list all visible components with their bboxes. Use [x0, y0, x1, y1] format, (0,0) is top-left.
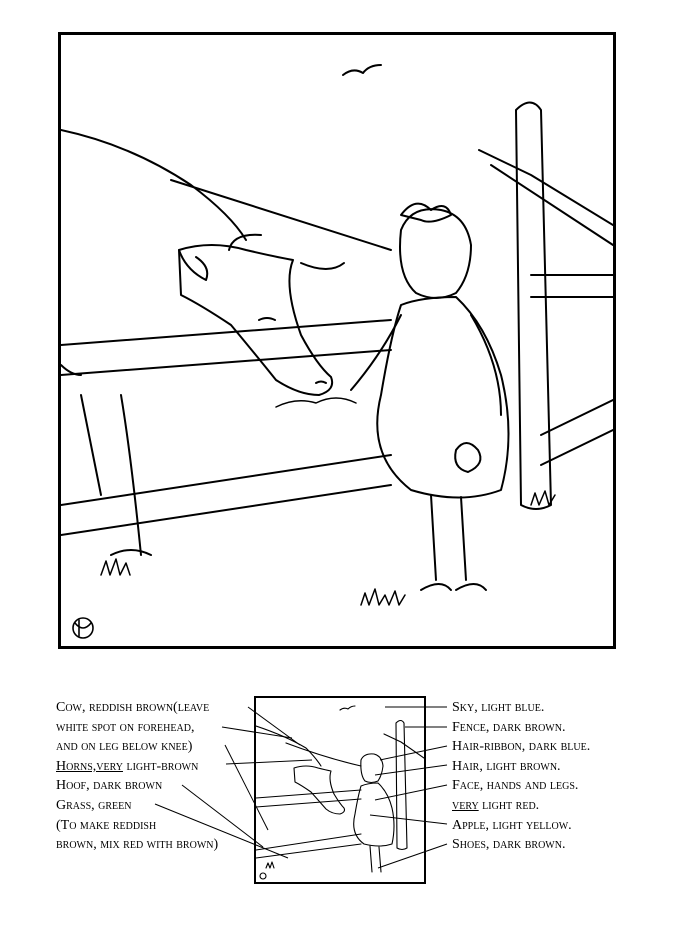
girl-legs: [370, 846, 381, 872]
cow-eye: [259, 318, 275, 320]
fence-rail-top: [61, 320, 391, 375]
girl-dress: [377, 297, 508, 498]
key-line: Apple, light yellow.: [452, 817, 572, 833]
key-line: [56, 757, 218, 777]
thumbnail-drawing: [256, 698, 424, 882]
color-key-left: [56, 698, 218, 855]
artist-monogram-icon: [73, 618, 93, 638]
hill-line: [286, 743, 361, 766]
cow-leg-right: [121, 395, 141, 555]
girl-leg-left: [431, 495, 436, 580]
key-line: [452, 796, 590, 816]
fence-rail-bottom: [61, 455, 391, 535]
cow-head: [294, 766, 345, 814]
key-line: and on leg below knee): [56, 739, 193, 755]
grass-tuft: [101, 559, 130, 575]
grass-tuft: [266, 862, 274, 868]
fence-rail-diag: [479, 150, 613, 245]
girl-arm-right: [471, 315, 501, 415]
key-thumbnail: [254, 696, 426, 884]
key-line: Face, hands and legs.: [452, 778, 579, 794]
fence-rail-right-top: [531, 275, 613, 297]
key-line: Grass, green: [56, 797, 132, 813]
cow-nostril: [316, 382, 326, 384]
color-key-right: [452, 698, 590, 855]
main-illustration: [58, 32, 616, 649]
cow-hoof: [111, 550, 151, 555]
cow-leg-left: [81, 395, 101, 495]
key-line-rest: light-brown: [122, 758, 199, 774]
girl-head: [361, 754, 383, 783]
fence-post: [516, 103, 551, 510]
key-line: white spot on forehead,: [56, 719, 195, 735]
girl-apple: [455, 443, 480, 472]
bird-icon: [343, 65, 381, 75]
cow-head: [179, 245, 332, 395]
key-underlined-word: Horns,very: [56, 758, 123, 774]
key-line: Fence, dark brown.: [452, 719, 566, 735]
cow-back: [256, 726, 321, 766]
key-line: brown, mix red with brown): [56, 837, 219, 853]
bird-icon: [340, 706, 355, 710]
key-line-rest: light red.: [478, 797, 540, 813]
key-line: Hair, light brown.: [452, 758, 561, 774]
key-line: Cow, reddish brown(leave: [56, 700, 210, 715]
key-line: (To make reddish: [56, 817, 157, 833]
key-line: Hoof, dark brown: [56, 778, 163, 794]
fence-rail-top: [256, 790, 361, 807]
girl-shoes: [421, 584, 486, 590]
key-line: Hair-ribbon, dark blue.: [452, 739, 591, 755]
girl-leg-right: [461, 497, 466, 580]
cow-back: [61, 130, 246, 240]
cow-ear: [179, 250, 207, 280]
fence-rail-bottom: [256, 834, 361, 858]
hill-line: [171, 180, 391, 250]
artist-monogram-icon: [260, 873, 266, 879]
girl-head: [400, 209, 471, 298]
grass-tuft: [361, 589, 405, 605]
key-line: Sky, light blue.: [452, 700, 545, 715]
key-underlined-word: very: [452, 797, 479, 813]
coloring-drawing: [61, 35, 613, 646]
fence-rail-right-bottom: [541, 400, 613, 465]
girl-dress: [354, 783, 394, 846]
grass-tuft: [276, 398, 356, 407]
key-line: Shoes, dark brown.: [452, 837, 566, 853]
cow-horn-right: [301, 263, 344, 269]
